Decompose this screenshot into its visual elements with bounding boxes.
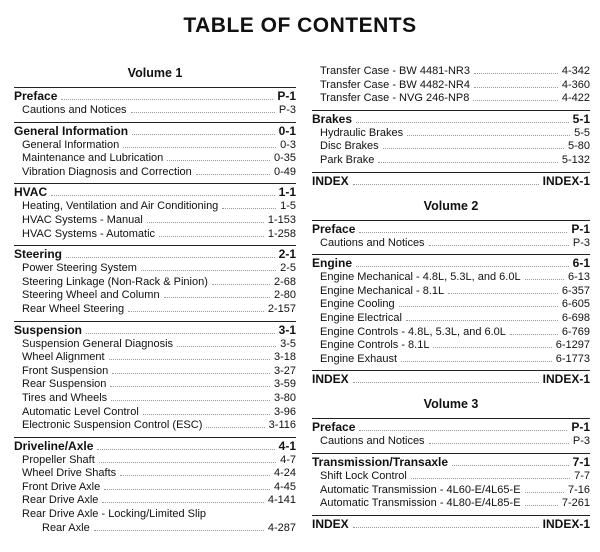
page-number: 6-357 [561, 284, 590, 297]
dot-leader [159, 236, 264, 237]
toc-section-heading [14, 185, 296, 200]
toc-section-heading [312, 222, 590, 237]
page-number: 3-18 [273, 351, 296, 364]
toc-entry [14, 104, 296, 118]
entry-label: Power Steering System [22, 262, 137, 275]
page-number: 3-116 [268, 419, 296, 432]
page-number: 0-3 [280, 138, 296, 151]
dot-leader [111, 400, 270, 401]
page-number: 5-5 [574, 126, 590, 139]
toc-entry [312, 127, 590, 141]
page-number: 6-1 [572, 256, 590, 271]
page-number: 1-153 [267, 213, 296, 226]
section-title: Preface [312, 221, 356, 236]
dot-leader [356, 266, 569, 267]
dot-leader [164, 297, 270, 298]
dot-leader [147, 222, 264, 223]
toc-section-heading [14, 323, 296, 338]
entry-label: Hydraulic Brakes [320, 126, 404, 139]
entry-label: Suspension General Diagnosis [22, 337, 174, 350]
entry-label: Transfer Case - BW 4482-NR4 [320, 78, 470, 91]
entry-label: Rear Axle [42, 521, 90, 534]
dot-leader [411, 478, 570, 479]
page-number: 4-24 [273, 467, 296, 480]
page-number: 4-1 [278, 438, 296, 453]
toc-section-heading [312, 455, 590, 470]
page-number: 7-261 [561, 497, 590, 510]
toc-section [312, 220, 590, 251]
page-number: P-1 [277, 89, 296, 103]
section-title: Preface [14, 89, 58, 103]
dot-leader [433, 347, 551, 348]
page-number: 6-605 [561, 298, 590, 311]
page-number: 2-157 [267, 302, 296, 315]
section-title: Suspension [14, 322, 83, 337]
dot-leader [222, 208, 276, 209]
dot-leader [141, 270, 276, 271]
page-number: 3-27 [273, 364, 296, 377]
toc-entry [312, 65, 590, 79]
entry-label: Disc Brakes [320, 140, 379, 153]
entry-label: Rear Drive Axle - Locking/Limited Slip [22, 508, 207, 521]
page-number: 3-80 [273, 391, 296, 404]
dot-leader [525, 492, 564, 493]
transfer-case-entries [312, 64, 590, 106]
page-number: 3-96 [273, 405, 296, 418]
dot-leader [359, 430, 567, 431]
toc-section [312, 370, 590, 387]
section-title: INDEX [312, 516, 349, 531]
toc-section [14, 183, 296, 241]
page-number: 1-258 [267, 227, 296, 240]
dot-leader [383, 148, 564, 149]
page-number: 0-1 [278, 123, 296, 138]
page-number: 4-141 [267, 494, 296, 507]
entry-label: Engine Mechanical - 8.1L [320, 284, 445, 297]
volume-2-sections [312, 220, 590, 388]
volume-heading: Volume 1 [127, 66, 183, 80]
toc-entry [312, 271, 590, 285]
entry-label: Engine Cooling [320, 298, 395, 311]
entry-label: HVAC Systems - Automatic [22, 227, 156, 240]
dot-leader [206, 427, 264, 428]
dot-leader [378, 162, 557, 163]
toc-section [312, 418, 590, 449]
dot-leader [353, 382, 539, 383]
toc-entry [312, 470, 590, 484]
dot-leader [406, 320, 558, 321]
dot-leader [61, 99, 273, 100]
toc-entry [14, 392, 296, 406]
page-number: 6-1297 [555, 339, 590, 352]
page-number: P-3 [572, 236, 590, 249]
page-title: TABLE OF CONTENTS [183, 14, 417, 37]
toc-entry [14, 467, 296, 481]
page-number: INDEX-1 [542, 173, 590, 188]
section-title: Brakes [312, 111, 353, 126]
toc-section [14, 245, 296, 316]
page-number: INDEX-1 [542, 372, 590, 387]
entry-label: General Information [22, 138, 120, 151]
toc-entry [14, 365, 296, 379]
dot-leader [196, 174, 270, 175]
entry-label: Engine Electrical [320, 311, 402, 324]
page-number: 7-16 [567, 483, 590, 496]
page-number: 5-1 [572, 111, 590, 126]
entry-label: Propeller Shaft [22, 453, 95, 466]
dot-leader [86, 333, 275, 334]
dot-leader [104, 489, 270, 490]
dot-leader [525, 279, 564, 280]
toc-entry [312, 326, 590, 340]
toc-entry [312, 298, 590, 312]
toc-entry [14, 200, 296, 214]
toc-entry [14, 214, 296, 228]
page-number: 4-287 [267, 521, 296, 534]
toc-entry [14, 166, 296, 180]
toc-entry [14, 262, 296, 276]
page-number: 4-422 [561, 92, 590, 105]
toc-entry [14, 303, 296, 317]
entry-label: Electronic Suspension Control (ESC) [22, 419, 203, 432]
page-number: 3-59 [273, 378, 296, 391]
toc-section-heading [312, 174, 590, 189]
page-number: 4-360 [561, 78, 590, 91]
dot-leader [401, 361, 552, 362]
entry-label: Rear Suspension [22, 378, 107, 391]
toc-section-heading [14, 124, 296, 139]
toc-entry [312, 435, 590, 449]
section-title: INDEX [312, 173, 349, 188]
dot-leader [94, 530, 264, 531]
page-number: 3-1 [278, 322, 296, 337]
toc-entry [14, 494, 296, 508]
entry-label: Front Drive Axle [22, 480, 101, 493]
section-title: Preface [312, 420, 356, 435]
toc-section [312, 453, 590, 511]
dot-leader [356, 122, 569, 123]
toc-entry [14, 351, 296, 365]
page-number: 6-1773 [555, 352, 590, 365]
page-number: 5-132 [561, 153, 590, 166]
page-number: 1-5 [280, 200, 296, 213]
page-number: 2-68 [273, 275, 296, 288]
entry-label: Steering Wheel and Column [22, 289, 160, 302]
dot-leader [132, 134, 275, 135]
dot-leader [109, 359, 270, 360]
index-1-wrap [312, 172, 590, 189]
entry-label: Wheel Drive Shafts [22, 467, 117, 480]
dot-leader [123, 147, 276, 148]
dot-leader [97, 449, 274, 450]
toc-entry [312, 92, 590, 106]
toc-section [14, 437, 296, 536]
section-title: Transmission/Transaxle [312, 454, 449, 469]
section-title: Driveline/Axle [14, 438, 94, 453]
dot-leader [112, 373, 270, 374]
page-number: 3-5 [280, 337, 296, 350]
page-number: 6-698 [561, 311, 590, 324]
page-number: 4-7 [280, 453, 296, 466]
entry-label: Cautions and Notices [320, 435, 425, 448]
page-number: P-3 [278, 104, 296, 116]
toc-entry [14, 522, 296, 536]
dot-leader [525, 505, 558, 506]
brakes-section-wrap [312, 110, 590, 168]
dot-leader [110, 386, 270, 387]
toc-entry [14, 406, 296, 420]
toc-entry [312, 353, 590, 367]
entry-label: Front Suspension [22, 364, 109, 377]
section-title: Steering [14, 247, 63, 262]
toc-entry [14, 228, 296, 242]
entry-label: Park Brake [320, 153, 375, 166]
toc-entry [312, 497, 590, 511]
toc-section-heading [312, 517, 590, 532]
entry-label: Automatic Transmission - 4L80-E/4L85-E [320, 497, 521, 510]
dot-leader [429, 443, 569, 444]
toc-entry [14, 139, 296, 153]
toc-section-heading [312, 372, 590, 387]
dot-leader [407, 135, 570, 136]
toc-entry [312, 154, 590, 168]
toc-entry [14, 419, 296, 433]
dot-leader [131, 112, 275, 113]
page-number: 4-45 [273, 480, 296, 493]
toc-column-right [312, 64, 590, 536]
toc-entry [14, 481, 296, 495]
dot-leader [474, 87, 558, 88]
toc-entry [14, 152, 296, 166]
entry-label: Steering Linkage (Non-Rack & Pinion) [22, 275, 208, 288]
page-number: P-3 [572, 435, 590, 448]
dot-leader [51, 195, 275, 196]
dot-leader [99, 462, 276, 463]
entry-label: Shift Lock Control [320, 469, 407, 482]
entry-label: Engine Exhaust [320, 352, 398, 365]
dot-leader [177, 346, 276, 347]
toc-section [14, 122, 296, 180]
dot-leader [474, 73, 558, 74]
entry-label: Engine Mechanical - 4.8L, 5.3L, and 6.0L [320, 271, 521, 284]
dot-leader [429, 245, 569, 246]
page-number: 7-7 [574, 469, 590, 482]
page-number: 2-1 [278, 247, 296, 262]
page-number: 7-1 [572, 454, 590, 469]
toc-column-left [14, 64, 296, 539]
section-title: HVAC [14, 185, 48, 200]
page-number: 0-35 [273, 152, 296, 165]
dot-leader [102, 502, 263, 503]
volume-1-sections [14, 87, 296, 535]
toc-entry [312, 312, 590, 326]
toc-section [312, 172, 590, 189]
page-number: 5-80 [567, 140, 590, 153]
toc-entry [312, 285, 590, 299]
entry-label: Transfer Case - BW 4481-NR3 [320, 65, 470, 77]
toc-entry [312, 140, 590, 154]
toc-section-heading [312, 256, 590, 271]
toc-entry [14, 508, 296, 522]
toc-section [14, 321, 296, 433]
entry-label: Maintenance and Lubrication [22, 152, 164, 165]
entry-label: Rear Wheel Steering [22, 302, 125, 315]
section-title: Engine [312, 256, 353, 271]
toc-section-heading [14, 439, 296, 454]
dot-leader [359, 232, 567, 233]
entry-label: Engine Controls - 8.1L [320, 339, 430, 352]
page-number: 6-769 [561, 325, 590, 338]
toc-entry [312, 484, 590, 498]
volume-heading: Volume 3 [423, 397, 479, 412]
toc-entry [312, 79, 590, 93]
dot-leader [212, 284, 270, 285]
page-number: 1-1 [278, 185, 296, 200]
page-number: P-1 [571, 221, 590, 236]
page-number: P-1 [571, 420, 590, 435]
entry-label: Wheel Alignment [22, 351, 105, 364]
dot-leader [448, 293, 558, 294]
entry-label: Cautions and Notices [22, 104, 127, 116]
toc-section [14, 87, 296, 118]
toc-section-heading [14, 89, 296, 104]
entry-label: Cautions and Notices [320, 236, 425, 249]
dot-leader [452, 465, 569, 466]
volume-3-sections [312, 418, 590, 531]
toc-section [312, 110, 590, 168]
dot-leader [353, 184, 539, 185]
dot-leader [353, 527, 539, 528]
section-title: General Information [14, 123, 129, 138]
entry-label: Rear Drive Axle [22, 494, 99, 507]
entry-label: Transfer Case - NVG 246-NP8 [320, 92, 470, 105]
dot-leader [399, 306, 558, 307]
entry-label: Tires and Wheels [22, 391, 108, 404]
entry-label: Engine Controls - 4.8L, 5.3L, and 6.0L [320, 325, 506, 338]
page-number: INDEX-1 [542, 516, 590, 531]
page-number: 0-49 [273, 165, 296, 178]
dot-leader [120, 475, 270, 476]
toc-section [312, 254, 590, 366]
toc-section-heading [312, 420, 590, 435]
dot-leader [128, 311, 264, 312]
toc-entry [312, 237, 590, 251]
page-number: 6-13 [567, 271, 590, 284]
toc-entry [14, 378, 296, 392]
toc-entry [14, 454, 296, 468]
toc-section-heading [312, 112, 590, 127]
toc-section [312, 515, 590, 532]
dot-leader [167, 160, 270, 161]
dot-leader [66, 257, 275, 258]
volume-heading: Volume 2 [423, 198, 479, 213]
entry-label: HVAC Systems - Manual [22, 213, 143, 226]
toc-entry [14, 338, 296, 352]
toc-section-heading [14, 247, 296, 262]
section-title: INDEX [312, 372, 349, 387]
page-number: 4-342 [561, 65, 590, 77]
dot-leader [143, 414, 270, 415]
dot-leader [473, 100, 557, 101]
page-number: 2-80 [273, 289, 296, 302]
entry-label: Automatic Transmission - 4L60-E/4L65-E [320, 483, 521, 496]
toc-entry [14, 276, 296, 290]
toc-entry [14, 289, 296, 303]
dot-leader [510, 334, 558, 335]
entry-label: Vibration Diagnosis and Correction [22, 165, 192, 178]
entry-label: Automatic Level Control [22, 405, 139, 418]
entry-label: Heating, Ventilation and Air Conditioning [22, 200, 219, 213]
toc-entry [312, 339, 590, 353]
page-number: 2-5 [280, 262, 296, 275]
